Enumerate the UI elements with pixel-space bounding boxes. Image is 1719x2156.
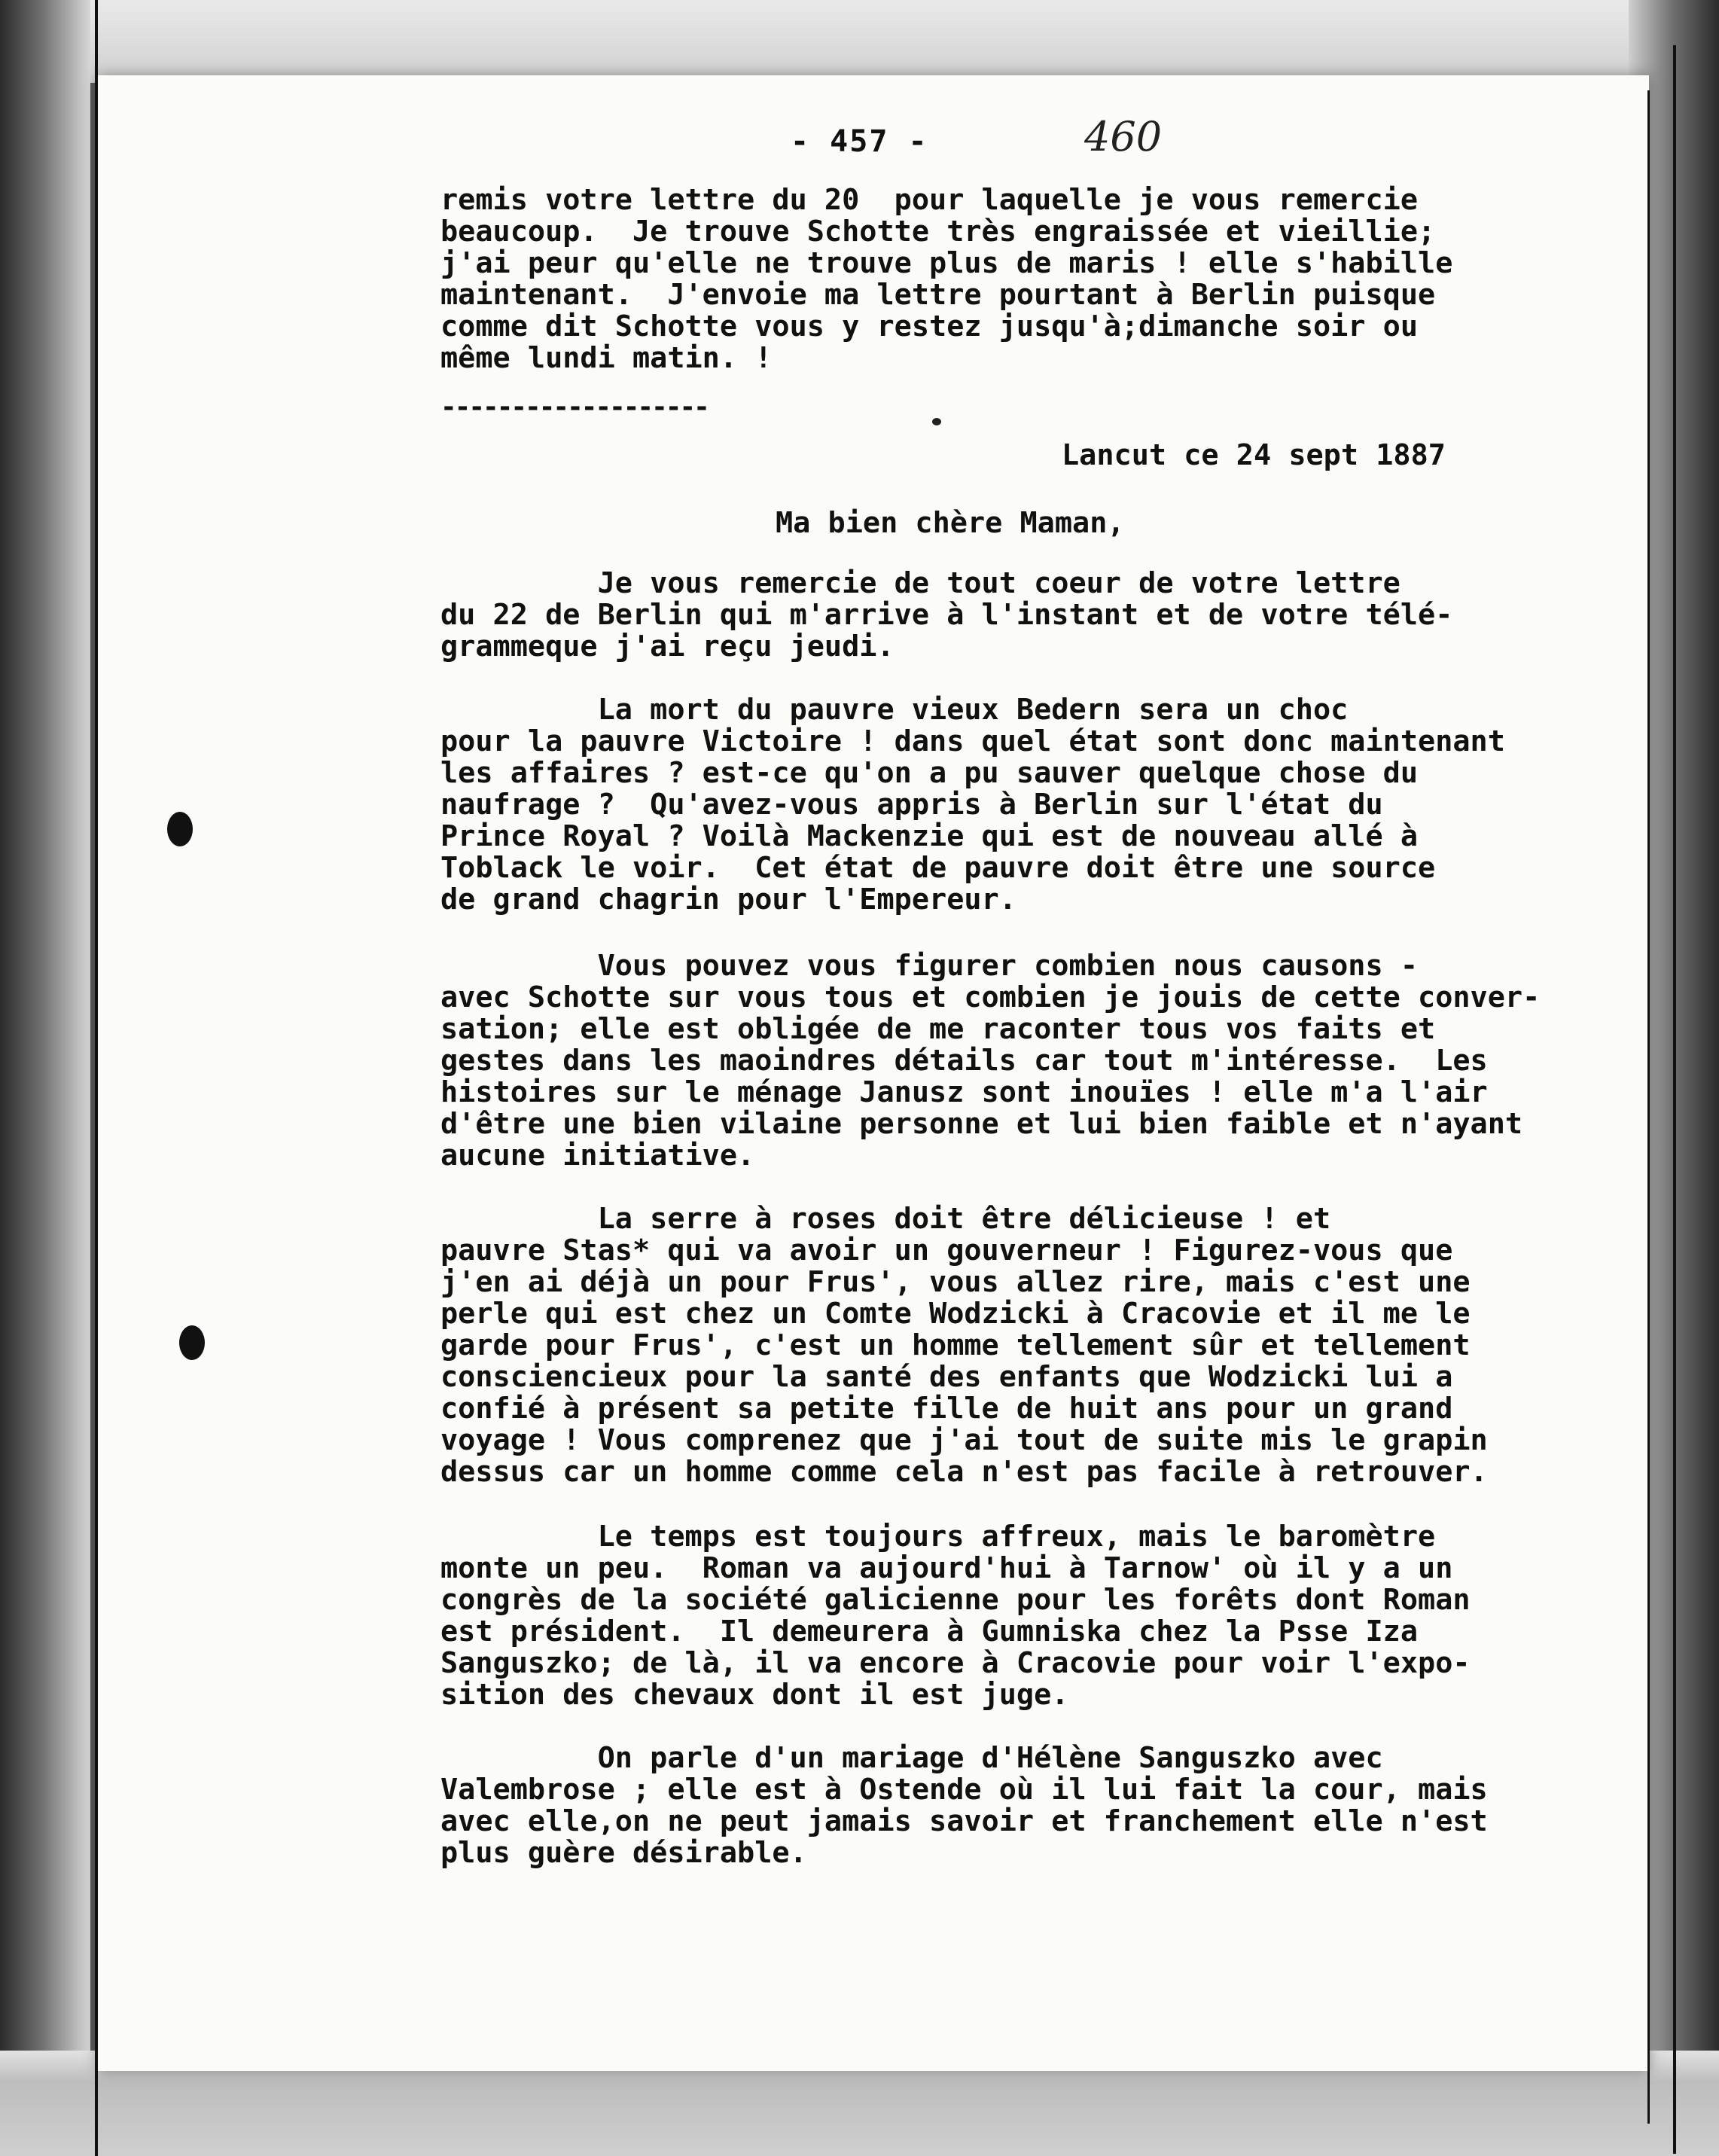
text-line: avec elle,on ne peut jamais savoir et franchement elle n'est	[440, 1804, 1488, 1838]
text-line: voyage ! Vous comprenez que j'ai tout de suite mis le grapin	[440, 1423, 1488, 1457]
text-line: aucune initiative.	[440, 1139, 755, 1173]
text-line: Je vous remercie de tout coeur de votre lettre	[440, 566, 1400, 600]
text-line: monte un peu. Roman va aujourd'hui à Tarnow' où il y a un	[440, 1551, 1453, 1585]
text-line: grammeque j'ai reçu jeudi.	[440, 630, 895, 663]
letter-paragraph	[440, 1203, 1615, 1488]
handwritten-page-number: 460	[1084, 113, 1163, 160]
right-margin-line	[1673, 45, 1676, 2154]
section-separator: -------------------	[440, 392, 708, 422]
text-line: j'ai peur qu'elle ne trouve plus de maris ! elle s'habille	[440, 246, 1453, 280]
text-line: La mort du pauvre vieux Bedern sera un choc	[440, 693, 1349, 727]
text-line: naufrage ? Qu'avez-vous appris à Berlin sur l'état du	[440, 788, 1383, 822]
scan-edge-top	[0, 0, 1719, 83]
letter-continuation	[440, 184, 1615, 374]
text-line: confié à présent sa petite fille de huit ans pour un grand	[440, 1392, 1453, 1426]
letter-salutation: Ma bien chère Maman,	[776, 506, 1125, 540]
text-line: pour la pauvre Victoire ! dans quel état sont donc maintenant	[440, 724, 1505, 758]
letter-paragraph	[440, 1521, 1615, 1711]
text-line: consciencieux pour la santé des enfants que Wodzicki lui a	[440, 1360, 1453, 1394]
text-line: On parle d'un mariage d'Hélène Sanguszko avec	[440, 1741, 1383, 1775]
text-line: avec Schotte sur vous tous et combien je jouis de cette conver-	[440, 980, 1541, 1014]
text-line: Prince Royal ? Voilà Mackenzie qui est de nouveau allé à	[440, 819, 1419, 853]
text-line: beaucoup. Je trouve Schotte très engraissée et vieillie;	[440, 215, 1436, 249]
text-line: La serre à roses doit être délicieuse ! et	[440, 1202, 1331, 1236]
text-line: du 22 de Berlin qui m'arrive à l'instant et de votre télé-	[440, 598, 1453, 632]
text-line: Sanguszko; de là, il va encore à Cracovie pour voir l'expo-	[440, 1646, 1471, 1680]
text-line: comme dit Schotte vous y restez jusqu'à;dimanche soir ou	[440, 310, 1419, 343]
text-line: j'en ai déjà un pour Frus', vous allez rire, mais c'est une	[440, 1265, 1471, 1299]
letter-paragraph	[440, 568, 1615, 663]
text-line: congrès de la société galicienne pour les forêts dont Roman	[440, 1583, 1471, 1617]
text-line: est président. Il demeurera à Gumniska chez la Psse Iza	[440, 1615, 1419, 1648]
text-line: sation; elle est obligée de me raconter tous vos faits et	[440, 1012, 1436, 1046]
text-line: perle qui est chez un Comte Wodzicki à Cracovie et il me le	[440, 1297, 1471, 1331]
text-line: même lundi matin. !	[440, 341, 773, 375]
left-margin-line	[95, 0, 98, 2156]
text-line: Le temps est toujours affreux, mais le baromètre	[440, 1520, 1436, 1554]
text-line: pauvre Stas* qui va avoir un gouverneur ! Figurez-vous que	[440, 1234, 1453, 1267]
scan-speck	[932, 418, 941, 425]
text-line: histoires sur le ménage Janusz sont inouïes ! elle m'a l'air	[440, 1075, 1488, 1109]
letter-paragraph	[440, 950, 1615, 1172]
text-line: remis votre lettre du 20 pour laquelle je vous remercie	[440, 183, 1419, 217]
page-number: - 457 -	[791, 124, 928, 159]
letter-paragraph	[440, 694, 1615, 916]
text-line: Toblack le voir. Cet état de pauvre doit être une source	[440, 851, 1436, 885]
letter-dateline: Lancut ce 24 sept 1887	[1062, 438, 1446, 472]
text-line: Valembrose ; elle est à Ostende où il lui fait la cour, mais	[440, 1773, 1488, 1807]
text-line: gestes dans les maoindres détails car tout m'intéresse. Les	[440, 1044, 1488, 1078]
text-line: garde pour Frus', c'est un homme tellement sûr et tellement	[440, 1328, 1471, 1362]
letter-paragraph	[440, 1743, 1615, 1869]
text-line: Vous pouvez vous figurer combien nous causons -	[440, 949, 1419, 983]
punch-hole-mark	[167, 812, 193, 846]
punch-hole-mark	[179, 1325, 205, 1360]
text-line: d'être une bien vilaine personne et lui bien faible et n'ayant	[440, 1107, 1523, 1141]
text-line: de grand chagrin pour l'Empereur.	[440, 883, 1016, 916]
text-line: dessus car un homme comme cela n'est pas facile à retrouver.	[440, 1455, 1488, 1489]
text-line: les affaires ? est-ce qu'on a pu sauver quelque chose du	[440, 756, 1419, 790]
text-line: maintenant. J'envoie ma lettre pourtant à Berlin puisque	[440, 278, 1436, 312]
text-line: sition des chevaux dont il est juge.	[440, 1678, 1069, 1712]
scan-edge-left	[0, 0, 90, 2156]
text-line: plus guère désirable.	[440, 1836, 807, 1870]
right-margin-line-inner	[1647, 90, 1650, 2124]
